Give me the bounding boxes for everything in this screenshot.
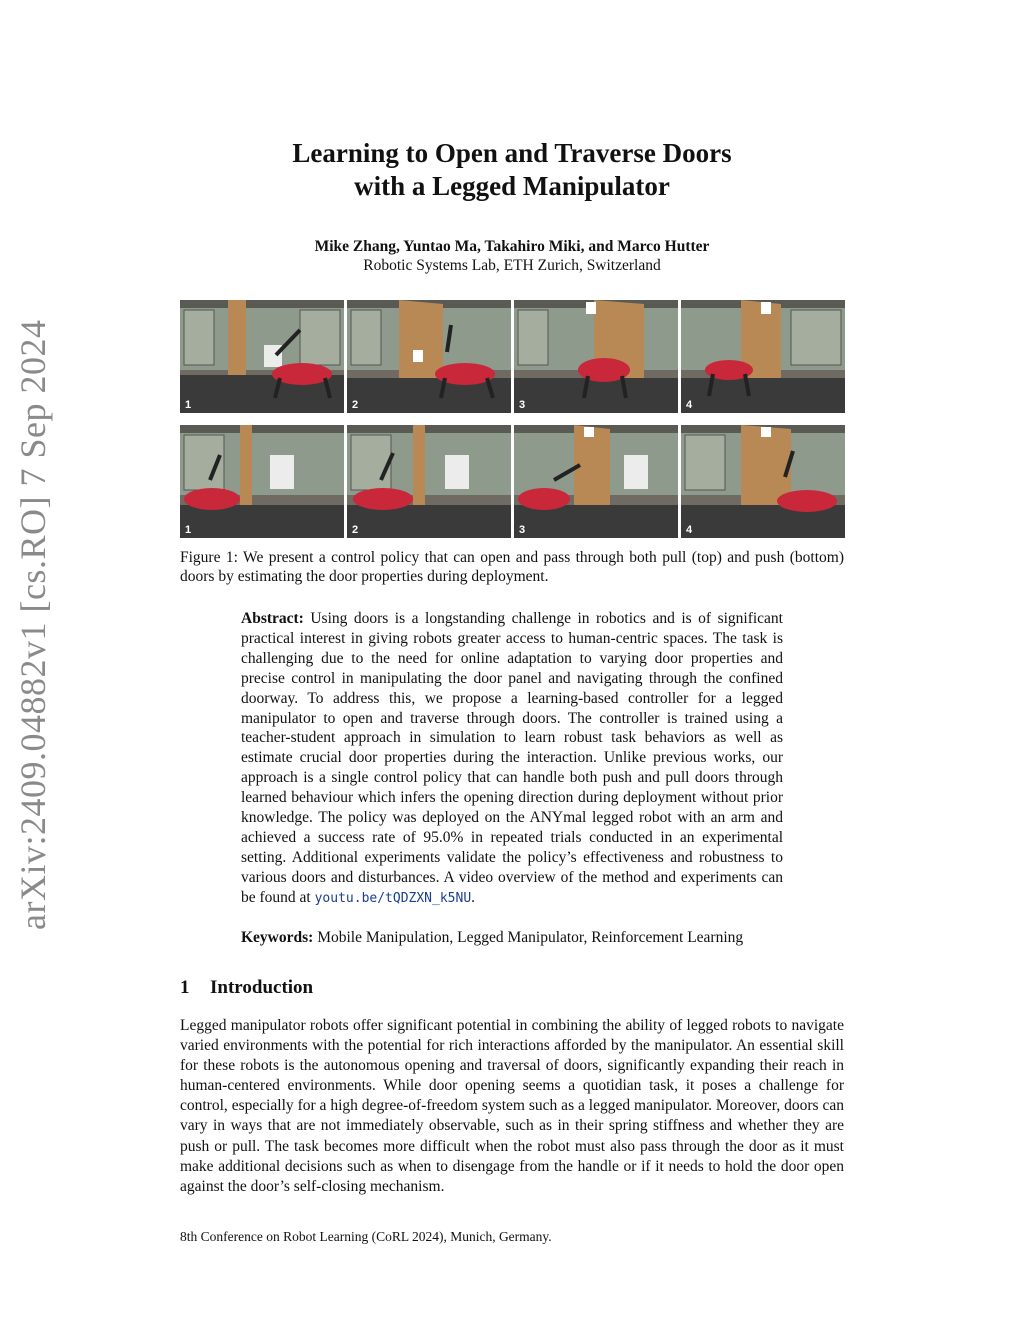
title-line-1: Learning to Open and Traverse Doors: [292, 138, 732, 168]
pull-door-frame-4: [681, 300, 845, 413]
conference-footer: 8th Conference on Robot Learning (CoRL 2024), Munich, Germany.: [180, 1229, 552, 1244]
robot-photo-push-1: [180, 425, 344, 538]
abstract: [241, 609, 783, 909]
title-line-2: with a Legged Manipulator: [354, 171, 670, 201]
frame-number: 3: [519, 524, 526, 536]
section-number: 1: [180, 977, 190, 998]
author-list: Mike Zhang, Yuntao Ma, Takahiro Miki, and Marco Hutter: [314, 238, 710, 255]
keywords-label: Keywords:: [241, 929, 314, 946]
keywords-text: Mobile Manipulation, Legged Manipulator, Reinforcement Learning: [317, 929, 744, 946]
abstract-label: Abstract:: [241, 610, 304, 627]
pull-door-frame-2: [347, 300, 511, 413]
robot-photo-pull-3: [514, 300, 678, 413]
introduction-paragraph: Legged manipulator robots offer significant potential in combining the ability of legged robots to navigate varied environments with the potential for rich interactions afforded by the manipulator. An essential skill for these robots is the autonomous opening and traversal of doors, significantly expanding their reach in human-centered environments. While door opening seems a quotidian task, it poses a challenge for control, especially for a high degree-of-freedom system such as a legged manipulator. Moreover, doors can vary in ways that are not immediately observable, such as in their spring stiffness and whether they are push or pull. The task becomes more difficult when the robot must also pass through the door as it must make additional decisions such as when to disengage from the handle or if it needs to hold the door open against the door’s self-closing mechanism.: [180, 1017, 844, 1195]
pull-door-frame-1: [180, 300, 344, 413]
robot-photo-push-2: [347, 425, 511, 538]
frame-number: 3: [519, 399, 526, 411]
robot-photo-push-3: [514, 425, 678, 538]
frame-number: 1: [185, 399, 192, 411]
arxiv-identifier-stamp: arXiv:2409.04882v1 [cs.RO] 7 Sep 2024: [13, 319, 53, 930]
abstract-end: .: [471, 888, 476, 906]
push-door-frame-3: [514, 425, 678, 538]
frame-number: 4: [686, 399, 693, 411]
affiliation: Robotic Systems Lab, ETH Zurich, Switzerland: [363, 257, 661, 274]
video-link[interactable]: youtu.be/tQDZXN_k5NU: [314, 890, 472, 906]
figure-caption: Figure 1: We present a control policy that can open and pass through both pull (top) and push (bottom) doors by estimating the door properties during deployment.: [180, 549, 844, 585]
section-title: Introduction: [210, 977, 314, 998]
figure-1-image-grid: [180, 300, 844, 538]
robot-photo-pull-2: [347, 300, 511, 413]
section-heading-introduction: [180, 976, 313, 1000]
paper-title: [180, 137, 844, 203]
push-door-frame-1: [180, 425, 344, 538]
abstract-text: Using doors is a longstanding challenge in robotics and is of significant practical interest in giving robots greater access to human-centric spaces. The task is challenging due to the need for online adaptation to varying door properties and precise control in manipulating the door panel and navigating through the confined doorway. To address this, we propose a learning-based controller for a legged manipulator to open and traverse through doors. The controller is trained using a teacher-student approach in simulation to learn robust task behaviors as well as estimate crucial door properties during the interaction. Unlike previous works, our approach is a single control policy that can handle both push and pull doors through learned behaviour which infers the opening direction during deployment without prior knowledge. The policy was deployed on the ANYmal legged robot with an arm and achieved a success rate of 95.0% in repeated trials conducted in an experimental setting. Additional experiments validate the policy’s effectiveness and robustness to various doors and disturbances. A video overview of the method and experiments can be found at: [241, 610, 783, 906]
frame-number: 1: [185, 524, 192, 536]
robot-photo-pull-4: [681, 300, 845, 413]
robot-photo-push-4: [681, 425, 845, 538]
frame-number: 4: [686, 524, 693, 536]
push-door-frame-4: [681, 425, 845, 538]
keywords: [241, 928, 801, 947]
push-door-frame-2: [347, 425, 511, 538]
frame-number: 2: [352, 524, 359, 536]
robot-photo-pull-1: [180, 300, 344, 413]
pull-door-frame-3: [514, 300, 678, 413]
frame-number: 2: [352, 399, 359, 411]
